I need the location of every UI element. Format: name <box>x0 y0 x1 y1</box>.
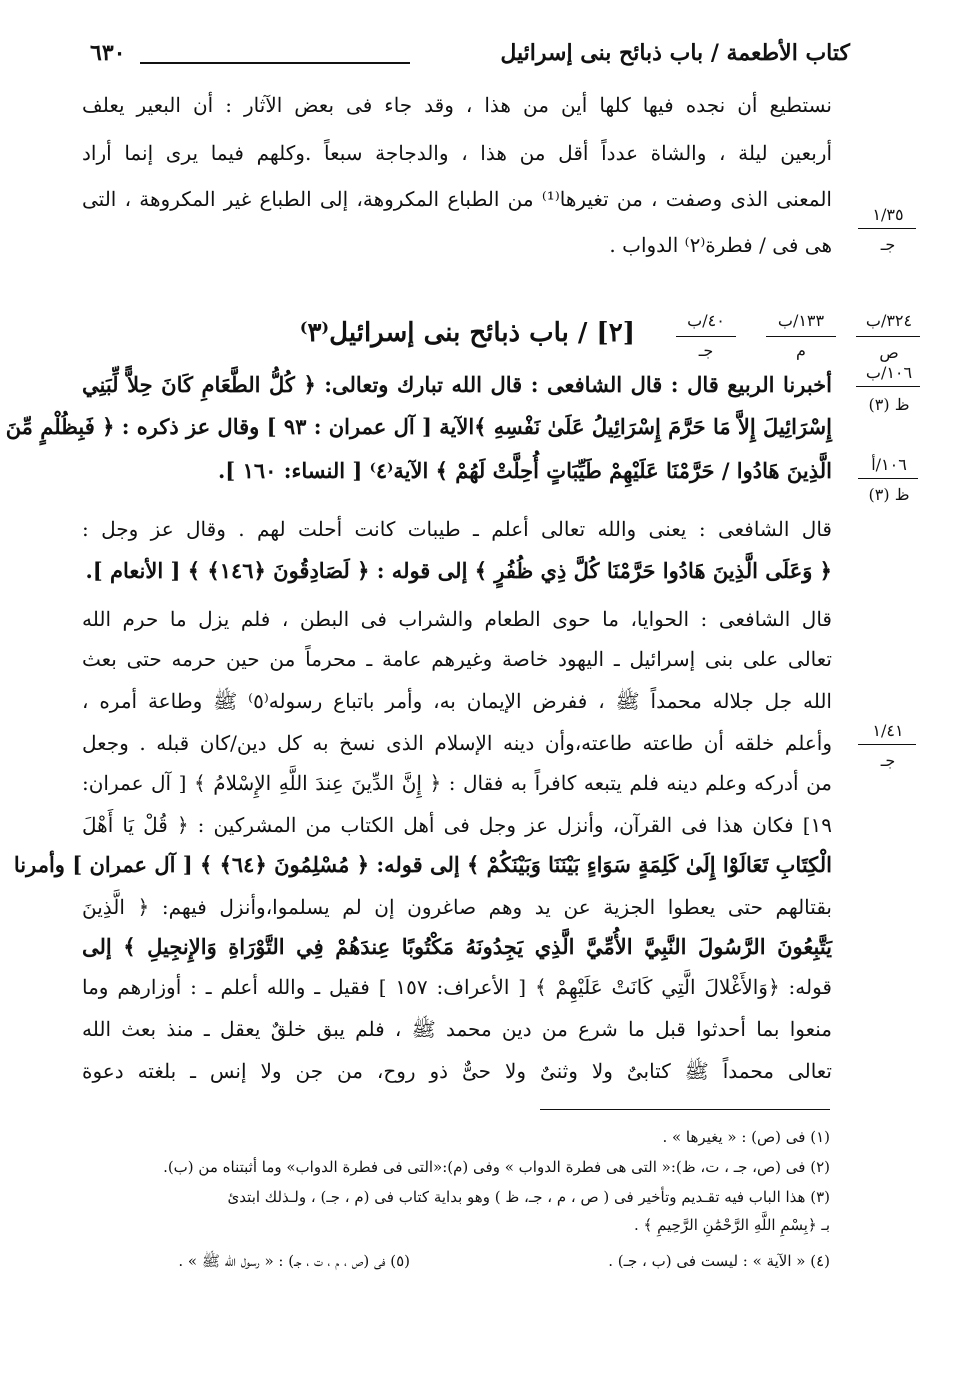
text-line: ﴿ وَعَلَى الَّذِينَ هَادُوا حَرَّمْنَا كُلَّ ذِي ظُفُرٍ ﴾ إلى قوله : ﴿ لَصَادِقُونَ ﴿١٤٦﴾ ﴾ [ الأنعام ]. <box>85 558 832 583</box>
margin-ref: ص <box>879 343 899 362</box>
margin-rule <box>858 478 918 479</box>
page-number: ٦٣٠ <box>90 40 126 66</box>
text-line: وأعلم خلقه أن طاعته طاعته،وأن دينه الإسلام الذى نسخ به كل دين/كان قبله . وجعل <box>82 731 832 755</box>
paragraph-1 <box>5 372 832 492</box>
text-line: من أدركه وعلم دينه فلم يتبعه كافراً به فقال : ﴿ إِنَّ الدِّينَ عِندَ اللَّهِ الإِسْلامُ ﴾ [ آل عمران: <box>82 771 833 795</box>
text-line: ١٩] فكان هذا فى القرآن، وأنزل عز وجل فى أهل الكتاب من المشركين : ﴿ قُلْ يَا أَهْلَ <box>82 813 832 837</box>
chapter-title: [٢] / باب ذبائح بنى إسرائيل⁽٣⁾ <box>299 318 635 348</box>
paragraph-2 <box>82 516 832 586</box>
text-line: تعالى على بنى إسرائيل ـ اليهود خاصة وغيرهم عامة ـ محرماً من حين حرمه حتى بعث <box>82 647 832 671</box>
header-rule <box>140 62 410 64</box>
text-line: تعالى محمداً ﷺ كتابىٌ ولا وثنىٌ ولا حىٌّ ذو روح، من جن ولا إنس ـ بلغته دعوة <box>82 1059 832 1083</box>
footnote: (١) فى (ص) : « يغيرها » . <box>662 1128 830 1146</box>
text-line: يَتَّبِعُونَ الرَّسُولَ النَّبِيَّ الأُمِّيَّ الَّذِي يَجِدُونَهُ مَكْتُوبًا عِندَهُمْ فِي التَّوْرَاةِ وَالإِنجِيلِ ﴾ إلى <box>82 934 832 959</box>
text-line: قال الشافعى : الحوايا، ما حوى الطعام والشراب فى البطن ، فلم يزل ما حرم الله <box>82 607 832 631</box>
text-line: أربعين ليلة ، والشاة عدداً أقل من هذا ، والدجاجة سبعاً .وكلهم فيما يرى إنما أراد <box>82 141 832 165</box>
section-marker: ٤٠/ب <box>687 311 725 330</box>
margin-rule <box>856 336 920 337</box>
margin-ref: ظ (٣) <box>868 395 910 414</box>
margin-rule <box>856 386 920 387</box>
footnote-rule <box>540 1109 830 1110</box>
margin-ref-sub: ظ (٣) <box>868 485 910 504</box>
text-line: الْكِتَابِ تَعَالَوْا إِلَىٰ كَلِمَةٍ سَوَاءٍ بَيْنَنَا وَبَيْنَكُمْ ﴾ إلى قوله: ﴿ مُسْلِمُونَ ﴿٦٤﴾ ﴾ [ آل عمران ] وأمرنا <box>13 852 832 877</box>
text-line: بقتالهم حتى يعطوا الجزية عن يد وهم صاغرون إن لم يسلموا،وأنزل فيهم: ﴿ الَّذِينَ <box>82 895 832 919</box>
margin-rule <box>858 228 916 229</box>
text-line: أخبرنا الربيع قال : قال الشافعى : قال الله تبارك وتعالى: ﴿ كُلُّ الطَّعَامِ كَانَ حِلاًّ لِّبَنِي <box>82 372 832 397</box>
section-marker-sub: جـ <box>698 341 714 360</box>
margin-ref: ١٠٦/أ <box>871 455 907 474</box>
text-line: قال الشافعى : يعنى والله تعالى أعلم ـ طيبات كانت أحلت لهم . وقال عز وجل : <box>82 517 832 541</box>
text-line: منعوا بما أحدثوا قبل ما شرع من دين محمد ﷺ ، فلم يبق خلقٌ يعقل ـ منذ بعث الله <box>82 1017 832 1041</box>
text-line: الَّذِينَ هَادُوا / حَرَّمْنَا عَلَيْهِمْ طَيِّبَاتٍ أُحِلَّتْ لَهُمْ ﴾ الآية⁽٤⁾ [ النساء: ١٦٠ ]. <box>218 458 832 483</box>
text-line: الله جل جلاله محمداً ﷺ ، ففرض الإيمان به، وأمر باتباع رسوله⁽٥⁾ ﷺ وطاعة أمره ، <box>82 689 832 713</box>
margin-ref-sub: جـ <box>880 235 896 254</box>
section-marker-sub: م <box>796 341 806 360</box>
running-title: كتاب الأطعمة / باب ذبائح بنى إسرائيل <box>500 40 850 66</box>
margin-ref: ٣٢٤/ب <box>865 311 913 330</box>
margin-ref: ١/٣٥ <box>872 205 904 224</box>
footnote: (٥) فى (ص ، م ، ت ، جـ) : « رسول الله ﷺ » . <box>178 1252 410 1270</box>
marker-rule <box>676 336 736 337</box>
text-line: هى فى / فطرة⁽٢⁾ الدواب . <box>609 233 832 257</box>
paragraph-3 <box>13 606 833 1096</box>
text-line: المعنى الذى وصفت ، من تغيرها⁽¹⁾ من الطباع المكروهة، إلى الطباع غير المكروهة ، التى <box>82 187 832 211</box>
text-line: قوله: ﴿وَالأَغْلالَ الَّتِي كَانَتْ عَلَيْهِمْ ﴾ [ الأعراف: ١٥٧ ] فقيل ـ والله أعلم ـ : أوزارهم وما <box>82 975 832 999</box>
text-line: إِسْرَائِيلَ إِلاَّ مَا حَرَّمَ إِسْرَائِيلُ عَلَىٰ نَفْسِهِ ﴾الآية [ آل عمران : ٩٣ ] وقال عز ذكره : ﴿ فَبِظُلْمٍ مِّنَ <box>5 414 832 439</box>
footnote: (٣) هذا الباب فيه تقـديم وتأخير فى ( ص ، م ، جـ، ظ ) وهو بداية كتاب فى (م ، جـ) ، ولـذلك ابتدئ <box>227 1188 830 1206</box>
footnote: (٢) فى (ص، جـ ، ت، ظ):« التى هى فطرة الدواب » وفى (م):«التى فى فطرة الدواب» وما أثبتناه من (ب). <box>163 1158 830 1176</box>
margin-ref: ١/٤١ <box>872 721 904 740</box>
footnote: بـ ﴿بِسْمِ اللَّهِ الرَّحْمَٰنِ الرَّحِيمِ ﴾ . <box>634 1216 830 1234</box>
margin-rule <box>858 744 916 745</box>
top-paragraph <box>82 92 832 262</box>
margin-ref: ١٠٦/ب <box>865 363 913 382</box>
text-line: نستطيع أن نجده فيها كلها أين من هذا ، وقد جاء فى بعض الآثار : أن البعير يعلف <box>82 93 832 117</box>
footnote: (٤) « الآية » : ليست فى (ب ، جـ) . <box>608 1252 830 1270</box>
section-marker: ١٣٣/ب <box>777 311 825 330</box>
marker-rule <box>766 336 836 337</box>
margin-ref-sub: جـ <box>880 751 896 770</box>
